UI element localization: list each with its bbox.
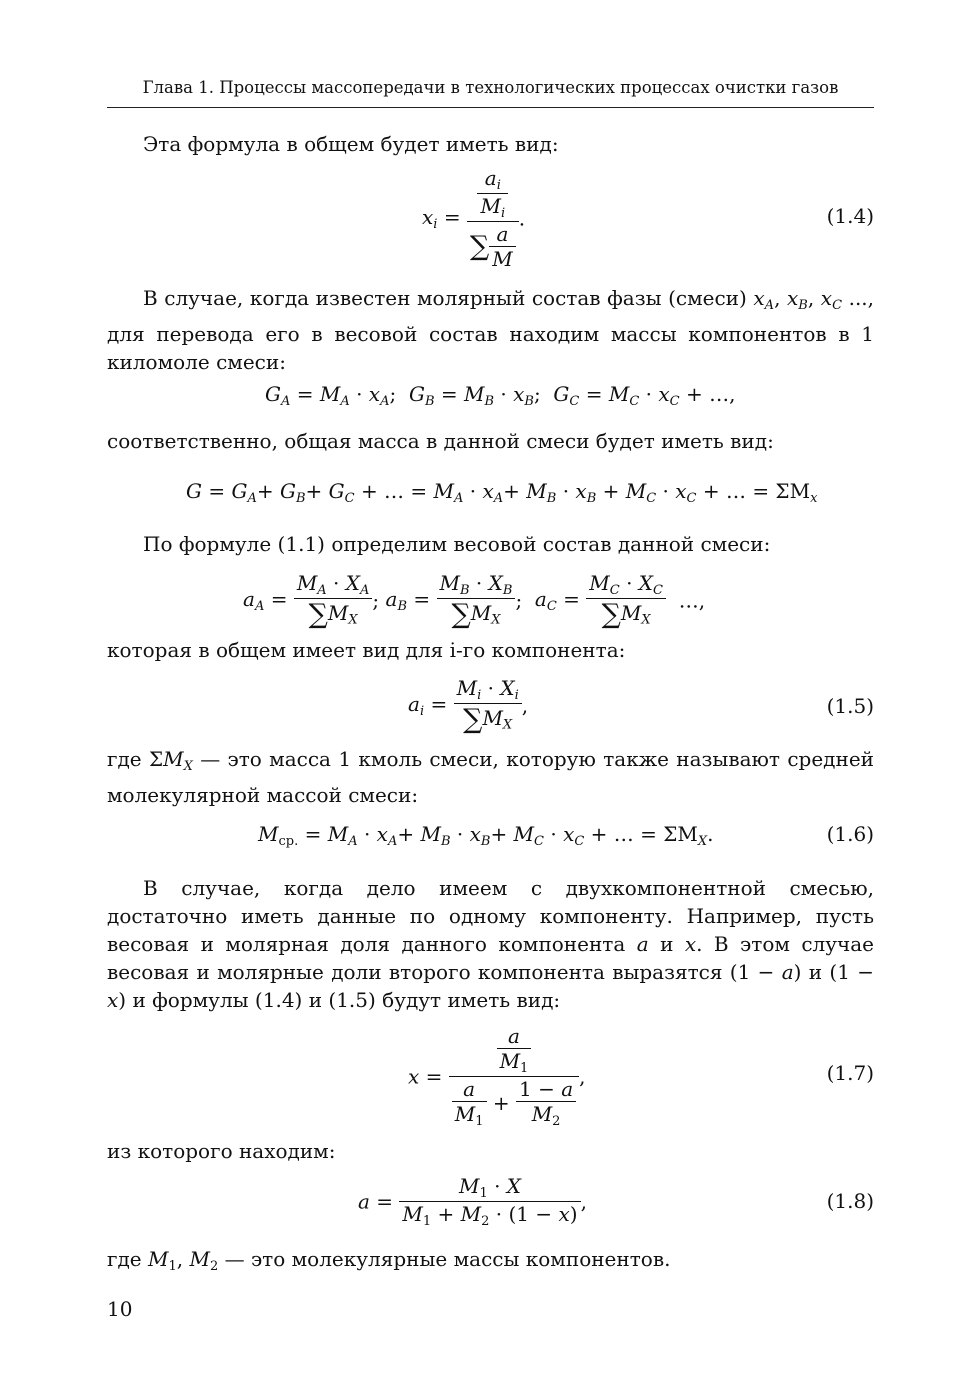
equation-1-4: $x_i$ = $\frac{a_i}{M_i}$ ∑ $\frac{a}{M}$ . (422, 166, 526, 271)
equation-weight-composition: $a_A$ = $\frac{M_A \cdot X_A}{\sum M_X}$ ; $a_B$ = $\frac{M_B \cdot X_B}{\sum M_X}$ ; $a_C$ = $\frac{M_C \cdot X_C}{\sum M_X}$ …, (243, 571, 706, 630)
paragraph-9: где $M_1$, $M_2$ — это молекулярные массы компонентов. (107, 1247, 671, 1274)
running-header: Глава 1. Процессы массопередачи в технологических процессах очистки газов (142, 78, 839, 97)
page-number: 10 (107, 1297, 133, 1321)
equation-g-total: $G = G_A+ G_B+ G_C$ + … = $M_A \cdot x_A+ M_B \cdot x_B + M_C \cdot x_C$ + … = $\Sigma M_x$ (186, 479, 818, 506)
equation-number-1-4: (1.4) (826, 204, 874, 228)
equation-number-1-6: (1.6) (826, 822, 874, 846)
paragraph-8: из которого находим: (107, 1139, 336, 1163)
equation-1-5: $a_i$ = $\frac{M_i \cdot X_i}{\sum M_X}$ , (408, 676, 529, 735)
equation-number-1-7: (1.7) (826, 1061, 874, 1085)
paragraph-3: соответственно, общая масса в данной смеси будет иметь вид: (107, 429, 774, 453)
paragraph-2: В случае, когда известен молярный состав фазы (смеси) $x_A$, $x_B$, $x_C$ ..., для перевода его в весовой состав находим массы компонентов в 1 киломоле смеси: (107, 286, 875, 374)
equation-1-7: x = $\frac{a}{M_1}$ $\frac{a}{M_1}$ + $\frac{1 - a}{M_2}$ , (408, 1024, 586, 1129)
equation-1-6: $M_{ср.} = M_A \cdot x_A+ M_B \cdot x_B+ M_C \cdot x_C$ + … = $\Sigma M_X$. (258, 822, 714, 849)
paragraph-4: По формуле (1.1) определим весовой состав данной смеси: (143, 532, 771, 556)
paragraph-7: В случае, когда дело имеем с двухкомпонентной смесью, достаточно иметь данные по одному компоненту. Например, пусть весовая и молярная доля данного компонента a и x. В этом случае весовая и молярные доли второго компонента выразятся (1 − a) и (1 − x) и формулы (1.4) и (1.5) будут иметь вид: (107, 876, 875, 1012)
paragraph-6: где $\Sigma M_X$ — это масса 1 кмоль смеси, которую также называют средней молекулярной массой смеси: (107, 747, 874, 807)
equation-number-1-8: (1.8) (826, 1189, 874, 1213)
paragraph-5: которая в общем имеет вид для i-го компонента: (107, 638, 626, 662)
equation-g-components: $G_A = M_A \cdot x_A$; $G_B = M_B \cdot x_B$; $G_C = M_C \cdot x_C$ + …, (265, 382, 736, 409)
header-rule (107, 107, 874, 108)
equation-number-1-5: (1.5) (826, 694, 874, 718)
equation-1-8: a = $\frac{M_1 \cdot X}{M_1 + M_2 \cdot (1 - x)}$ , (358, 1174, 587, 1229)
paragraph-1: Эта формула в общем будет иметь вид: (143, 132, 559, 156)
